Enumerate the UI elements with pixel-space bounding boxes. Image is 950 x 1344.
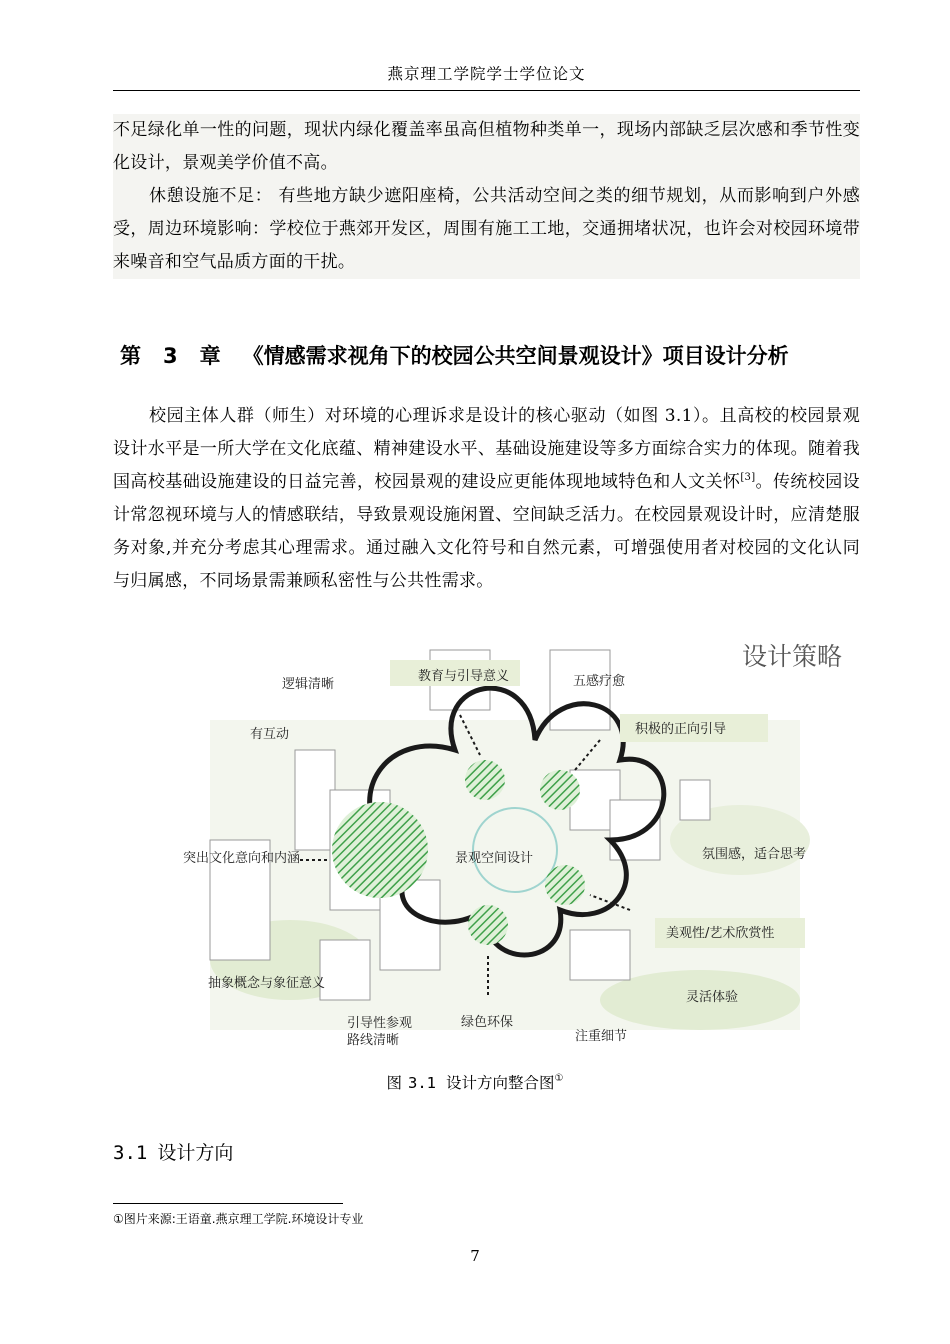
label-guide-2: 路线清晰 [347,1033,400,1048]
body-text-part2: 。传统校园设计常忽视环境与人的情感联结，导致景观设施闲置、空间缺乏活力。在校园景观设计时，应清楚服务对象,并充分考虑其心理需求。通过融入文化符号和自然元素，可增强使用者对校园的文化认同与归属感，不同场景需兼顾私密性与公共性需求。 [113,472,860,591]
caption-prefix: 图 [386,1074,403,1092]
label-interaction: 有互动 [250,727,290,742]
chapter-number: 3 [163,344,178,368]
section-number: 3.1 [113,1142,148,1164]
building [570,930,630,980]
page-number: 7 [470,1247,480,1265]
header-rule [113,90,860,91]
chapter-heading [120,340,860,370]
label-logic: 逻辑清晰 [282,677,335,692]
hatched-zone-positive [540,770,580,810]
building [550,650,610,730]
figure-heading: 设计策略 [742,642,843,671]
chapter-prefix: 第 [120,344,141,368]
hatched-zone-aesthetic [545,865,585,905]
section-heading [113,1138,233,1165]
label-abstract: 抽象概念与象征意义 [208,976,326,991]
building [320,940,370,1000]
caption-text: 设计方向整合图 [446,1074,555,1092]
label-culture: 突出文化意向和内涵 [183,851,301,866]
caption-mark: ① [554,1073,564,1084]
intro-paragraph-1: 不足绿化单一性的问题，现状内绿化覆盖率虽高但植物种类单一，现场内部缺乏层次感和季节性变化设计，景观美学价值不高。 [113,114,860,180]
hatched-zone-culture [332,802,428,898]
design-strategy-figure [180,640,880,1048]
building [295,750,335,850]
chapter-suffix: 章 [199,344,221,368]
label-atmosphere: 氛围感，适合思考 [702,847,807,862]
footnote-rule [113,1203,343,1204]
hatched-zone-education [465,760,505,800]
intro-paragraph-2: 休憩设施不足： 有些地方缺少遮阳座椅，公共活动空间之类的细节规划，从而影响到户外感受，周边环境影响：学校位于燕郊开发区，周围有施工工地，交通拥堵状况，也许会对校园环境带来噪音和空气品质方面的干扰。 [113,180,860,279]
page-header: 燕京理工学院学士学位论文 [387,65,586,83]
label-flexible: 灵活体验 [686,990,739,1005]
footnote: ①图片来源:王语童.燕京理工学院.环境设计专业 [113,1212,364,1226]
label-positive: 积极的正向引导 [635,722,727,737]
body-paragraph [113,400,860,598]
label-detail: 注重细节 [575,1029,628,1044]
label-green: 绿色环保 [461,1015,514,1030]
label-center: 景观空间设计 [455,851,534,866]
figure-caption [0,1071,950,1093]
building [680,780,710,820]
label-education: 教育与引导意义 [418,669,510,684]
caption-number: 3.1 [408,1074,437,1092]
citation-ref: [3] [740,472,756,483]
chapter-title: 《情感需求视角下的校园公共空间景观设计》项目设计分析 [242,344,789,368]
section-title: 设计方向 [157,1142,234,1164]
body-text-part1: 校园主体人群（师生）对环境的心理诉求是设计的核心驱动（如图 3.1）。且高校的校园景观设计水平是一所大学在文化底蕴、精神建设水平、基础设施建设等多方面综合实力的体现。随着我国高校基础设施建设的日益完善，校园景观的建设应更能体现地域特色和人文关怀 [113,406,860,492]
label-guide-1: 引导性参观 [347,1016,413,1031]
label-aesthetic: 美观性/艺术欣赏性 [666,926,775,941]
hatched-zone-green [468,905,508,945]
label-five-senses: 五感疗愈 [573,674,626,689]
